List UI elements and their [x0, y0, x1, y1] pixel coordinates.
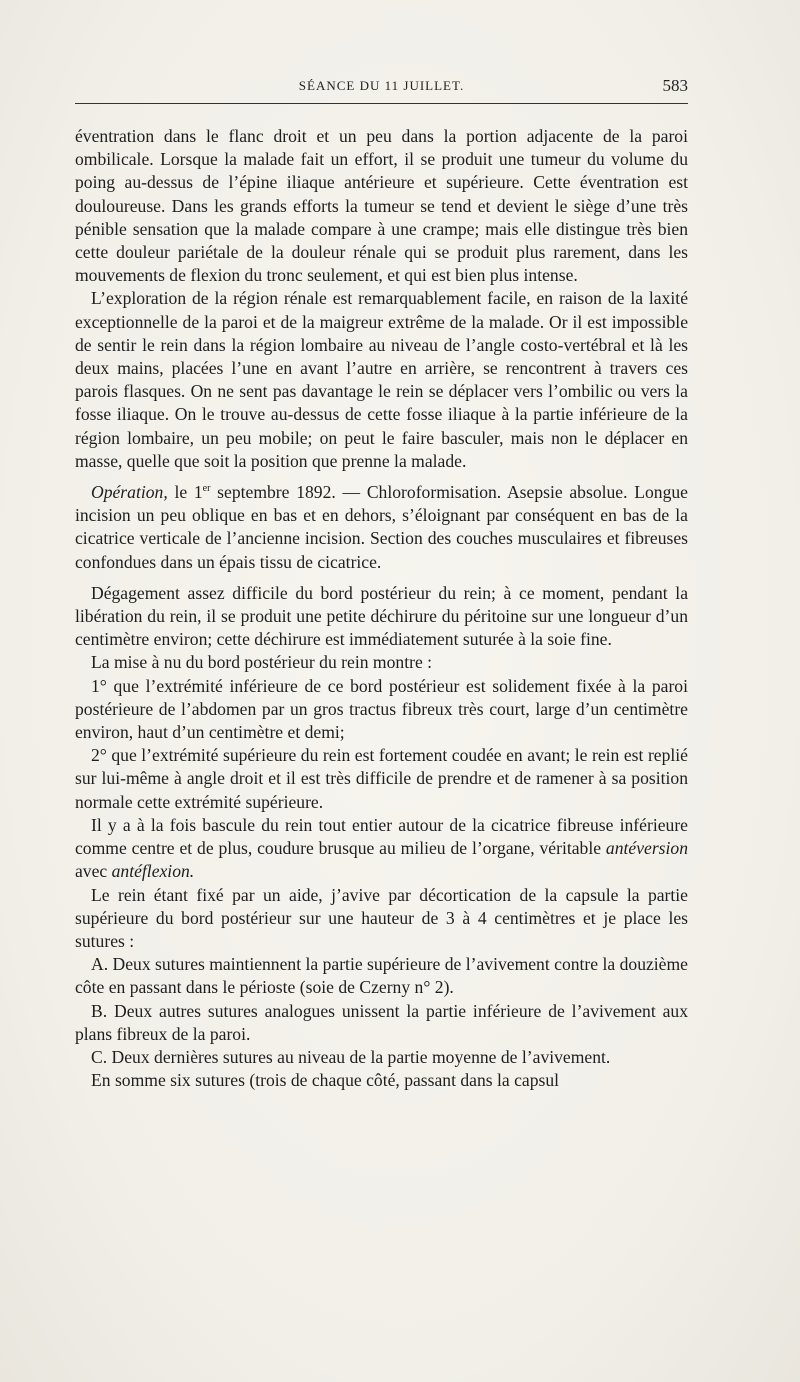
paragraph-10: A. Deux sutures maintiennent la partie supérieure de l’avivement contre la douzième côte en passant dans le périoste (soie de Czerny n° 2). [75, 954, 688, 998]
running-title: SÉANCE DU 11 JUILLET. [298, 78, 465, 93]
paragraph-9: Le rein étant fixé par un aide, j’avive par décortication de la capsule la partie supérieure du bord postérieur sur une hauteur de 3 à 4 centimètres et je place les sutures : [75, 884, 688, 951]
operation-text: septembre 1892. — Chloroformisation. Asepsie absolue. Longue incision un peu oblique en bas et en dehors, s’éloignant par conséquent en bas de la cicatrice verticale de l’ancienne incision. Section des couches musculaires et fibreuses confondues dans un épais tissu de cicatrice. [75, 482, 688, 572]
body-text [75, 125, 688, 1092]
paragraph-12: C. Deux dernières sutures au niveau de la partie moyenne de l’avivement. [91, 1046, 611, 1067]
paragraph-13: En somme six sutures (trois de chaque côté, passant dans la capsul [91, 1070, 560, 1091]
operation-date-prefix: le 1 [167, 482, 203, 503]
paragraph-4: Dégagement assez difficile du bord postérieur du rein; à ce moment, pendant la libération du rein, il se produit une petite déchirure du péritoine sur une longueur d’un centimètre environ; cette déchirure est immédiatement suturée à la soie fine. [75, 582, 688, 650]
paragraph-11: B. Deux autres sutures analogues unissent la partie inférieure de l’avivement aux plans fibreux de la paroi. [75, 1000, 688, 1044]
paragraph-6: 1° que l’extrémité inférieure de ce bord postérieur est solidement fixée à la paroi postérieure de l’abdomen par un gros tractus fibreux très court, large d’un centimètre environ, haut d’un centimètre et demi; [75, 675, 688, 743]
page-header [75, 76, 688, 98]
operation-date-sup: er [202, 483, 211, 495]
page-number: 583 [662, 76, 688, 95]
paragraph-8-text: Il y a à la fois bascule du rein tout entier autour de la cicatrice fibreuse inférieure comme centre et de plus, coudure brusque au milieu de l’organe, véritable [75, 814, 688, 859]
paragraph-7: 2° que l’extrémité supérieure du rein est fortement coudée en avant; le rein est replié sur lui-même à angle droit et il est très difficile de prendre et de ramener à sa position normale cette extrémité supérieure. [75, 745, 688, 812]
paragraph-8 [75, 814, 688, 884]
paragraph-2: L’exploration de la région rénale est remarquablement facile, en raison de la laxité exceptionnelle de la paroi et de la maigreur extrême de la malade. Or il est impossible de sentir le rein dans la région lombaire au niveau de l’angle costo-vertébral et là les deux mains, placées l’une en avant l’autre en arrière, se rencontrent à travers ces parois flasques. On ne sent pas davantage le rein se déplacer vers l’ombilic ou vers la fosse iliaque. On le trouve au-dessus de cette fosse iliaque à la partie inférieure de la région lombaire, un peu mobile; on peut le faire basculer, mais non le déplacer en masse, quelle que soit la position que prenne la malade. [75, 288, 688, 471]
header-rule [75, 103, 688, 104]
paragraph-operation [75, 481, 688, 574]
paragraph-8-joiner: avec [75, 861, 112, 882]
anteversion-term: antéversion [605, 838, 688, 859]
anteflexion-term: antéflexion. [111, 861, 195, 882]
operation-label: Opération, [91, 482, 168, 503]
paragraph-5: La mise à nu du bord postérieur du rein montre : [91, 652, 433, 673]
paragraph-1: éventration dans le flanc droit et un peu dans la portion adjacente de la paroi ombilicale. Lorsque la malade fait un effort, il se produit une tumeur du volume du poing au-dessus de l’épine iliaque antérieure et supérieure. Cette éventration est douloureuse. Dans les grands efforts la tumeur se tend et devient le siège d’une très pénible sensation que la malade compare à une crampe; mais elle distingue très bien cette douleur pariétale de la douleur rénale qui se produit plus rarement, dans les mouvements de flexion du tronc seulement, et qui est bien plus intense. [75, 126, 688, 286]
